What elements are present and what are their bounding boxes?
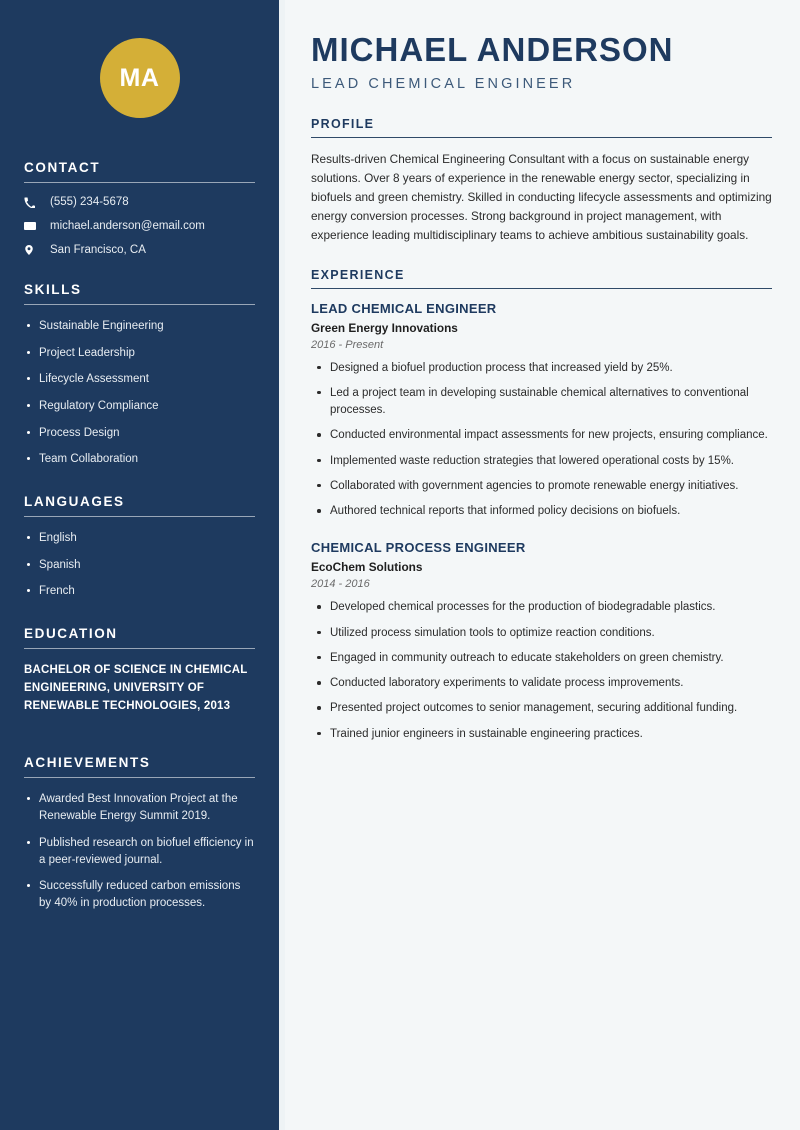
list-item: Awarded Best Innovation Project at the Renewable Energy Summit 2019. [24, 791, 255, 824]
spacer [24, 741, 255, 755]
sidebar [0, 0, 279, 1130]
experience-section-title: EXPERIENCE [311, 267, 405, 282]
list-item: Regulatory Compliance [24, 398, 255, 415]
job-company: EcoChem Solutions [311, 560, 423, 575]
list-item: Project Leadership [24, 345, 255, 362]
main-content [285, 0, 800, 1130]
contact-divider [24, 182, 255, 183]
contact-section [24, 160, 255, 256]
profile-section [311, 117, 772, 246]
languages-section [24, 494, 255, 600]
list-item: Sustainable Engineering [24, 318, 255, 335]
contact-phone-value: (555) 234-5678 [50, 196, 129, 208]
education-section-title: EDUCATION [24, 626, 118, 642]
list-item: Spanish [24, 557, 255, 574]
contact-location-value: San Francisco, CA [50, 244, 146, 256]
avatar: MA [100, 38, 180, 118]
headline-job-title: LEAD CHEMICAL ENGINEER [311, 75, 576, 92]
list-item: Process Design [24, 425, 255, 442]
skills-section [24, 282, 255, 468]
languages-divider [24, 516, 255, 517]
skills-section-title: SKILLS [24, 282, 82, 297]
profile-text: Results-driven Chemical Engineering Consultant with a focus on sustainable energy solutions. Over 8 years of experience in the renewable energy sector, specializing in biofuels and green chemistry. Skilled in conducting lifecycle assessments and optimizing energy conversion processes. Strong background in project management, with experience leading multidisciplinary teams to achieve ambitious sustainability goals. [311, 151, 772, 243]
education-section [24, 626, 255, 715]
profile-divider [311, 137, 772, 138]
contact-item-email[interactable] [24, 220, 255, 232]
envelope-icon [24, 220, 44, 232]
job-role: CHEMICAL PROCESS ENGINEER [311, 540, 526, 556]
list-item: Authored technical reports that informed policy decisions on biofuels. [311, 503, 772, 520]
experience-divider [311, 288, 772, 289]
skills-list [24, 318, 255, 468]
achievements-section [24, 755, 255, 911]
list-item: Collaborated with government agencies to promote renewable energy initiatives. [311, 478, 772, 495]
avatar-container [24, 0, 255, 160]
job-company: Green Energy Innovations [311, 320, 458, 335]
experience-entry [311, 301, 772, 521]
list-item: Designed a biofuel production process that increased yield by 25%. [311, 360, 772, 377]
job-role: LEAD CHEMICAL ENGINEER [311, 300, 497, 316]
contact-item-phone[interactable] [24, 196, 255, 208]
contact-item-location[interactable] [24, 244, 255, 256]
list-item: Led a project team in developing sustainable chemical alternatives to conventional processes. [311, 385, 772, 420]
job-dates: 2016 - Present [311, 338, 384, 351]
list-item: Lifecycle Assessment [24, 371, 255, 388]
list-item: Conducted laboratory experiments to validate process improvements. [311, 675, 772, 692]
achievements-divider [24, 777, 255, 778]
location-pin-icon [24, 244, 44, 256]
list-item: French [24, 583, 255, 600]
list-item: English [24, 530, 255, 547]
list-item: Team Collaboration [24, 451, 255, 468]
list-item: Published research on biofuel efficiency in a peer-reviewed journal. [24, 835, 255, 868]
experience-section [311, 268, 772, 743]
list-item: Implemented waste reduction strategies that lowered operational costs by 15%. [311, 453, 772, 470]
experience-entry [311, 540, 772, 743]
job-bullets [311, 599, 772, 743]
job-dates: 2014 - 2016 [311, 578, 370, 591]
list-item: Successfully reduced carbon emissions by 40% in production processes. [24, 878, 255, 911]
list-item: Presented project outcomes to senior management, securing additional funding. [311, 700, 772, 717]
page-title: MICHAEL ANDERSON [311, 31, 674, 68]
contact-email-value: michael.anderson@email.com [50, 220, 205, 232]
list-item: Conducted environmental impact assessments for new projects, ensuring compliance. [311, 427, 772, 444]
languages-section-title: LANGUAGES [24, 494, 125, 510]
achievements-section-title: ACHIEVEMENTS [24, 755, 151, 771]
skills-divider [24, 304, 255, 305]
list-item: Developed chemical processes for the production of biodegradable plastics. [311, 599, 772, 616]
job-bullets [311, 360, 772, 521]
achievements-list [24, 791, 255, 911]
phone-icon [24, 197, 44, 208]
profile-section-title: PROFILE [311, 116, 375, 131]
contact-section-title: CONTACT [24, 160, 101, 175]
list-item: Utilized process simulation tools to optimize reaction conditions. [311, 625, 772, 642]
education-divider [24, 648, 255, 649]
education-degree: BACHELOR OF SCIENCE IN CHEMICAL ENGINEERING, UNIVERSITY OF RENEWABLE TECHNOLOGIES, 2013 [24, 664, 248, 712]
list-item: Trained junior engineers in sustainable engineering practices. [311, 726, 772, 743]
languages-list [24, 530, 255, 600]
list-item: Engaged in community outreach to educate stakeholders on green chemistry. [311, 650, 772, 667]
